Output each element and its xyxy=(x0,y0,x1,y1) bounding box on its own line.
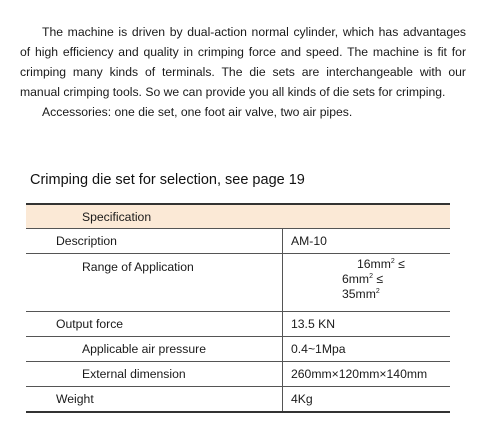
header-specification: Specification xyxy=(26,204,450,229)
description-value: AM-10 xyxy=(283,229,451,254)
air-pressure-value: 0.4~1Mpa xyxy=(283,337,451,362)
output-force-label: Output force xyxy=(26,312,283,337)
table-row xyxy=(26,229,450,254)
weight-label: Weight xyxy=(26,387,283,413)
description-label: Description xyxy=(26,229,283,254)
table-row xyxy=(26,254,450,312)
output-force-value: 13.5 KN xyxy=(283,312,451,337)
table-row xyxy=(26,362,450,387)
table-header-row xyxy=(26,204,450,229)
section-title: Crimping die set for selection, see page 19 xyxy=(30,172,305,188)
range-line-1: $16mm^2$ ≤ xyxy=(357,257,405,271)
intro-paragraph-1: The machine is driven by dual-action normal cylinder, which has advantages of high efficiency and quality in crimping force and speed. The machine is fit for crimping many kinds of terminals. The die sets are interchangeable with our manual crimping tools. So we can provide you all kinds of die sets for crimping. xyxy=(20,25,466,99)
table-row xyxy=(26,387,450,413)
table-row xyxy=(26,312,450,337)
table-row xyxy=(26,337,450,362)
range-label: Range of Application xyxy=(26,254,283,312)
intro-paragraph-2: Accessories: one die set, one foot air valve, two air pipes. xyxy=(42,105,353,119)
intro-text xyxy=(20,22,466,122)
external-dimension-value: 260mm×120mm×140mm xyxy=(283,362,451,387)
specification-table xyxy=(26,203,450,413)
range-value xyxy=(283,254,451,312)
weight-value: 4Kg xyxy=(283,387,451,413)
external-dimension-label: External dimension xyxy=(26,362,283,387)
range-line-2: $6mm^2$ ≤ xyxy=(342,272,384,286)
range-line-3: $35mm^2$ xyxy=(342,287,380,301)
air-pressure-label: Applicable air pressure xyxy=(26,337,283,362)
